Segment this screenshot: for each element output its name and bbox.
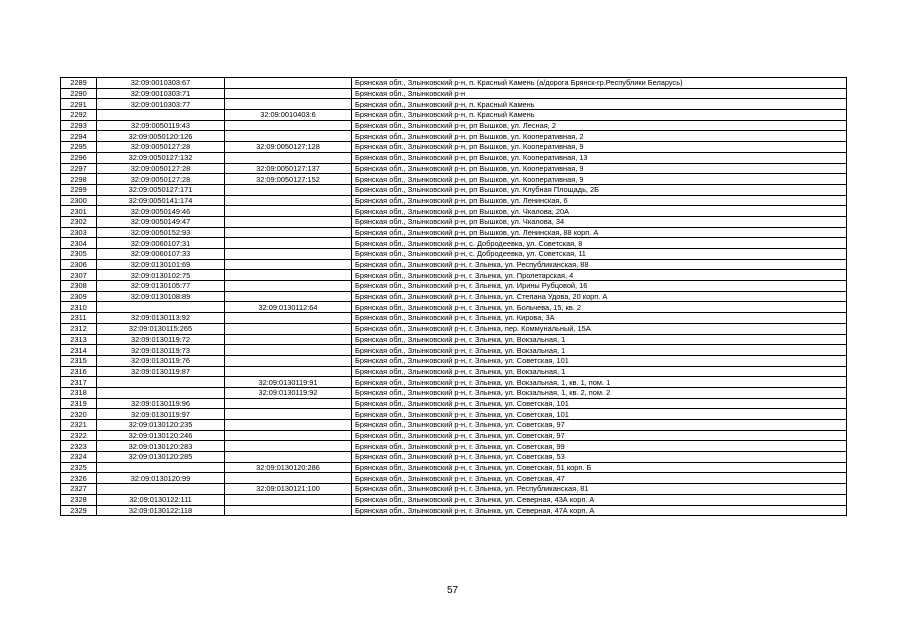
object-number-cell — [225, 366, 352, 377]
cadastral-number-cell — [97, 387, 225, 398]
object-number-cell: 32:09:0010403:6 — [225, 110, 352, 121]
address-cell: Брянская обл., Злынковский р-н, рп Вышков, ул. Чкалова, 34 — [352, 216, 847, 227]
property-table — [60, 77, 847, 516]
cadastral-number-cell: 32:09:0050120:126 — [97, 131, 225, 142]
row-number-cell: 2303 — [61, 227, 97, 238]
address-cell: Брянская обл., Злынковский р-н, п. Красный Камень (а/дорога Брянск-гр.Республики Беларусь) — [352, 78, 847, 89]
table-row — [61, 484, 847, 495]
table-row — [61, 163, 847, 174]
table-row — [61, 409, 847, 420]
row-number-cell: 2325 — [61, 462, 97, 473]
address-cell: Брянская обл., Злынковский р-н, г. Злынка, ул. Вокзальная, 1 — [352, 345, 847, 356]
row-number-cell: 2291 — [61, 99, 97, 110]
address-cell: Брянская обл., Злынковский р-н, г. Злынка, ул. Советская, 101 — [352, 398, 847, 409]
cadastral-number-cell: 32:09:0050149:47 — [97, 216, 225, 227]
address-cell: Брянская обл., Злынковский р-н, г. Злынка, ул. Советская, 97 — [352, 420, 847, 431]
table-row — [61, 345, 847, 356]
address-cell: Брянская обл., Злынковский р-н, с. Добродеевка, ул. Советская, 11 — [352, 249, 847, 260]
table-row — [61, 206, 847, 217]
row-number-cell: 2313 — [61, 334, 97, 345]
address-cell: Брянская обл., Злынковский р-н, п. Красный Камень — [352, 99, 847, 110]
address-cell: Брянская обл., Злынковский р-н, г. Злынка, ул. Степана Удова, 20 корп. А — [352, 291, 847, 302]
object-number-cell: 32:09:0130121:100 — [225, 484, 352, 495]
object-number-cell: 32:09:0130119:91 — [225, 377, 352, 388]
row-number-cell: 2309 — [61, 291, 97, 302]
address-cell: Брянская обл., Злынковский р-н, г. Злынка, ул. Северная, 47А корп. А — [352, 505, 847, 516]
address-cell: Брянская обл., Злынковский р-н, рп Вышков, ул. Кооперативная, 2 — [352, 131, 847, 142]
address-cell: Брянская обл., Злынковский р-н, г. Злынка, ул. Советская, 99 — [352, 441, 847, 452]
object-number-cell — [225, 120, 352, 131]
address-cell: Брянская обл., Злынковский р-н, г. Злынка, ул. Советская, 51 корп. Б — [352, 462, 847, 473]
cadastral-number-cell: 32:09:0130119:73 — [97, 345, 225, 356]
address-cell: Брянская обл., Злынковский р-н, г. Злынка, ул. Советская, 97 — [352, 430, 847, 441]
object-number-cell — [225, 195, 352, 206]
row-number-cell: 2301 — [61, 206, 97, 217]
cadastral-number-cell: 32:09:0130120:285 — [97, 452, 225, 463]
row-number-cell: 2326 — [61, 473, 97, 484]
row-number-cell: 2294 — [61, 131, 97, 142]
row-number-cell: 2314 — [61, 345, 97, 356]
object-number-cell — [225, 334, 352, 345]
cadastral-number-cell: 32:09:0130122:111 — [97, 494, 225, 505]
address-cell: Брянская обл., Злынковский р-н, г. Злынка, ул. Пролетарская, 4 — [352, 270, 847, 281]
cadastral-number-cell: 32:09:0130119:72 — [97, 334, 225, 345]
table-row — [61, 184, 847, 195]
row-number-cell: 2319 — [61, 398, 97, 409]
table-row — [61, 99, 847, 110]
object-number-cell — [225, 313, 352, 324]
table-row — [61, 131, 847, 142]
row-number-cell: 2298 — [61, 174, 97, 185]
table-row — [61, 430, 847, 441]
address-cell: Брянская обл., Злынковский р-н, п. Красный Камень — [352, 110, 847, 121]
table-row — [61, 238, 847, 249]
cadastral-number-cell: 32:09:0130120:235 — [97, 420, 225, 431]
cadastral-number-cell: 32:09:0130115:265 — [97, 323, 225, 334]
cadastral-number-cell: 32:09:0130119:76 — [97, 355, 225, 366]
address-cell: Брянская обл., Злынковский р-н, г. Злынка, ул. Ирины Рубцовой, 16 — [352, 281, 847, 292]
address-cell: Брянская обл., Злынковский р-н, г. Злынка, ул. Республиканская, 81 — [352, 484, 847, 495]
row-number-cell: 2321 — [61, 420, 97, 431]
object-number-cell — [225, 473, 352, 484]
row-number-cell: 2295 — [61, 142, 97, 153]
cadastral-number-cell: 32:09:0130122:118 — [97, 505, 225, 516]
address-cell: Брянская обл., Злынковский р-н, г. Злынка, ул. Советская, 47 — [352, 473, 847, 484]
cadastral-number-cell: 32:09:0130113:92 — [97, 313, 225, 324]
cadastral-number-cell: 32:09:0050127:28 — [97, 174, 225, 185]
object-number-cell — [225, 152, 352, 163]
address-cell: Брянская обл., Злынковский р-н, г. Злынка, ул. Советская, 53 — [352, 452, 847, 463]
row-number-cell: 2329 — [61, 505, 97, 516]
table-row — [61, 291, 847, 302]
row-number-cell: 2307 — [61, 270, 97, 281]
object-number-cell — [225, 420, 352, 431]
row-number-cell: 2293 — [61, 120, 97, 131]
row-number-cell: 2324 — [61, 452, 97, 463]
address-cell: Брянская обл., Злынковский р-н, г. Злынка, ул. Советская, 101 — [352, 355, 847, 366]
table-row — [61, 78, 847, 89]
row-number-cell: 2316 — [61, 366, 97, 377]
address-cell: Брянская обл., Злынковский р-н, г. Злынка, ул. Кирова, 3А — [352, 313, 847, 324]
table-row — [61, 420, 847, 431]
row-number-cell: 2310 — [61, 302, 97, 313]
cadastral-number-cell: 32:09:0130119:97 — [97, 409, 225, 420]
cadastral-number-cell — [97, 377, 225, 388]
address-cell: Брянская обл., Злынковский р-н, г. Злынка, ул. Вокзальная, 1, кв. 1, пом. 1 — [352, 377, 847, 388]
row-number-cell: 2304 — [61, 238, 97, 249]
object-number-cell: 32:09:0130112:64 — [225, 302, 352, 313]
cadastral-number-cell: 32:09:0130102:75 — [97, 270, 225, 281]
cadastral-number-cell: 32:09:0130120:283 — [97, 441, 225, 452]
row-number-cell: 2296 — [61, 152, 97, 163]
object-number-cell — [225, 78, 352, 89]
cadastral-number-cell: 32:09:0130101:69 — [97, 259, 225, 270]
table-row — [61, 313, 847, 324]
cadastral-number-cell — [97, 302, 225, 313]
object-number-cell — [225, 131, 352, 142]
cadastral-number-cell: 32:09:0010303:71 — [97, 88, 225, 99]
row-number-cell: 2292 — [61, 110, 97, 121]
cadastral-number-cell — [97, 110, 225, 121]
row-number-cell: 2297 — [61, 163, 97, 174]
table-row — [61, 387, 847, 398]
object-number-cell — [225, 184, 352, 195]
object-number-cell: 32:09:0050127:128 — [225, 142, 352, 153]
object-number-cell — [225, 281, 352, 292]
cadastral-number-cell: 32:09:0050127:28 — [97, 163, 225, 174]
table-row — [61, 216, 847, 227]
table-row — [61, 462, 847, 473]
object-number-cell: 32:09:0130119:92 — [225, 387, 352, 398]
cadastral-number-cell: 32:09:0060107:31 — [97, 238, 225, 249]
table-row — [61, 270, 847, 281]
cadastral-number-cell: 32:09:0130120:246 — [97, 430, 225, 441]
row-number-cell: 2290 — [61, 88, 97, 99]
address-cell: Брянская обл., Злынковский р-н, рп Вышков, ул. Ленинская, 88 корп. А — [352, 227, 847, 238]
address-cell: Брянская обл., Злынковский р-н, г. Злынка, ул. Вокзальная, 1 — [352, 334, 847, 345]
table-row — [61, 227, 847, 238]
object-number-cell — [225, 238, 352, 249]
address-cell: Брянская обл., Злынковский р-н, г. Злынка, ул. Вокзальная, 1 — [352, 366, 847, 377]
object-number-cell — [225, 398, 352, 409]
cadastral-number-cell: 32:09:0060107:33 — [97, 249, 225, 260]
cadastral-number-cell: 32:09:0130119:87 — [97, 366, 225, 377]
object-number-cell — [225, 227, 352, 238]
table-row — [61, 195, 847, 206]
address-cell: Брянская обл., Злынковский р-н, г. Злынка, пер. Коммунальный, 15А — [352, 323, 847, 334]
row-number-cell: 2315 — [61, 355, 97, 366]
table-row — [61, 152, 847, 163]
table-row — [61, 88, 847, 99]
address-cell: Брянская обл., Злынковский р-н, рп Вышков, ул. Клубная Площадь, 2Б — [352, 184, 847, 195]
page-number: 57 — [446, 585, 459, 596]
cadastral-number-cell: 32:09:0050141:174 — [97, 195, 225, 206]
table-row — [61, 323, 847, 334]
address-cell: Брянская обл., Злынковский р-н, рп Вышков, ул. Чкалова, 20А — [352, 206, 847, 217]
object-number-cell: 32:09:0050127:137 — [225, 163, 352, 174]
table-row — [61, 355, 847, 366]
object-number-cell — [225, 441, 352, 452]
table-row — [61, 174, 847, 185]
object-number-cell — [225, 270, 352, 281]
address-cell: Брянская обл., Злынковский р-н — [352, 88, 847, 99]
cadastral-number-cell — [97, 484, 225, 495]
address-cell: Брянская обл., Злынковский р-н, г. Злынка, ул. Больчева, 15, кв. 2 — [352, 302, 847, 313]
table-row — [61, 120, 847, 131]
table-row — [61, 398, 847, 409]
table-row — [61, 505, 847, 516]
object-number-cell — [225, 259, 352, 270]
address-cell: Брянская обл., Злынковский р-н, г. Злынка, ул. Республиканская, 88 — [352, 259, 847, 270]
table-row — [61, 302, 847, 313]
table-row — [61, 249, 847, 260]
address-cell: Брянская обл., Злынковский р-н, г. Злынка, ул. Северная, 43А корп. А — [352, 494, 847, 505]
cadastral-number-cell: 32:09:0130119:96 — [97, 398, 225, 409]
object-number-cell: 32:09:0050127:152 — [225, 174, 352, 185]
row-number-cell: 2312 — [61, 323, 97, 334]
cadastral-number-cell: 32:09:0050152:93 — [97, 227, 225, 238]
object-number-cell — [225, 291, 352, 302]
row-number-cell: 2308 — [61, 281, 97, 292]
object-number-cell — [225, 409, 352, 420]
row-number-cell: 2320 — [61, 409, 97, 420]
table-row — [61, 110, 847, 121]
row-number-cell: 2318 — [61, 387, 97, 398]
row-number-cell: 2322 — [61, 430, 97, 441]
table-row — [61, 259, 847, 270]
address-cell: Брянская обл., Злынковский р-н, г. Злынка, ул. Вокзальная, 1, кв. 2, пом. 2 — [352, 387, 847, 398]
cadastral-number-cell: 32:09:0130120:99 — [97, 473, 225, 484]
row-number-cell: 2302 — [61, 216, 97, 227]
cadastral-number-cell: 32:09:0050149:46 — [97, 206, 225, 217]
row-number-cell: 2323 — [61, 441, 97, 452]
row-number-cell: 2311 — [61, 313, 97, 324]
object-number-cell — [225, 323, 352, 334]
table-row — [61, 441, 847, 452]
row-number-cell: 2299 — [61, 184, 97, 195]
cadastral-number-cell: 32:09:0050119:43 — [97, 120, 225, 131]
row-number-cell: 2327 — [61, 484, 97, 495]
cadastral-number-cell: 32:09:0130108:89 — [97, 291, 225, 302]
cadastral-number-cell — [97, 462, 225, 473]
row-number-cell: 2300 — [61, 195, 97, 206]
object-number-cell — [225, 355, 352, 366]
table-row — [61, 377, 847, 388]
address-cell: Брянская обл., Злынковский р-н, рп Вышков, ул. Лесная, 2 — [352, 120, 847, 131]
object-number-cell — [225, 99, 352, 110]
table-row — [61, 452, 847, 463]
object-number-cell — [225, 88, 352, 99]
address-cell: Брянская обл., Злынковский р-н, г. Злынка, ул. Советская, 101 — [352, 409, 847, 420]
object-number-cell: 32:09:0130120:286 — [225, 462, 352, 473]
table-row — [61, 334, 847, 345]
cadastral-number-cell: 32:09:0130105:77 — [97, 281, 225, 292]
object-number-cell — [225, 216, 352, 227]
object-number-cell — [225, 345, 352, 356]
row-number-cell: 2317 — [61, 377, 97, 388]
cadastral-number-cell: 32:09:0050127:28 — [97, 142, 225, 153]
address-cell: Брянская обл., Злынковский р-н, с. Добродеевка, ул. Советская, 8 — [352, 238, 847, 249]
object-number-cell — [225, 494, 352, 505]
row-number-cell: 2289 — [61, 78, 97, 89]
row-number-cell: 2306 — [61, 259, 97, 270]
row-number-cell: 2328 — [61, 494, 97, 505]
address-cell: Брянская обл., Злынковский р-н, рп Вышков, ул. Кооперативная, 9 — [352, 163, 847, 174]
table-row — [61, 494, 847, 505]
object-number-cell — [225, 452, 352, 463]
address-cell: Брянская обл., Злынковский р-н, рп Вышков, ул. Кооперативная, 9 — [352, 142, 847, 153]
row-number-cell: 2305 — [61, 249, 97, 260]
object-number-cell — [225, 505, 352, 516]
object-number-cell — [225, 430, 352, 441]
address-cell: Брянская обл., Злынковский р-н, рп Вышков, ул. Ленинская, 6 — [352, 195, 847, 206]
object-number-cell — [225, 206, 352, 217]
address-cell: Брянская обл., Злынковский р-н, рп Вышков, ул. Кооперативная, 13 — [352, 152, 847, 163]
cadastral-number-cell: 32:09:0050127:132 — [97, 152, 225, 163]
object-number-cell — [225, 249, 352, 260]
table-body — [61, 78, 847, 516]
cadastral-number-cell: 32:09:0010303:67 — [97, 78, 225, 89]
table-row — [61, 281, 847, 292]
cadastral-number-cell: 32:09:0010303:77 — [97, 99, 225, 110]
address-cell: Брянская обл., Злынковский р-н, рп Вышков, ул. Кооперативная, 9 — [352, 174, 847, 185]
table-row — [61, 473, 847, 484]
table-row — [61, 142, 847, 153]
table-row — [61, 366, 847, 377]
cadastral-number-cell: 32:09:0050127:171 — [97, 184, 225, 195]
